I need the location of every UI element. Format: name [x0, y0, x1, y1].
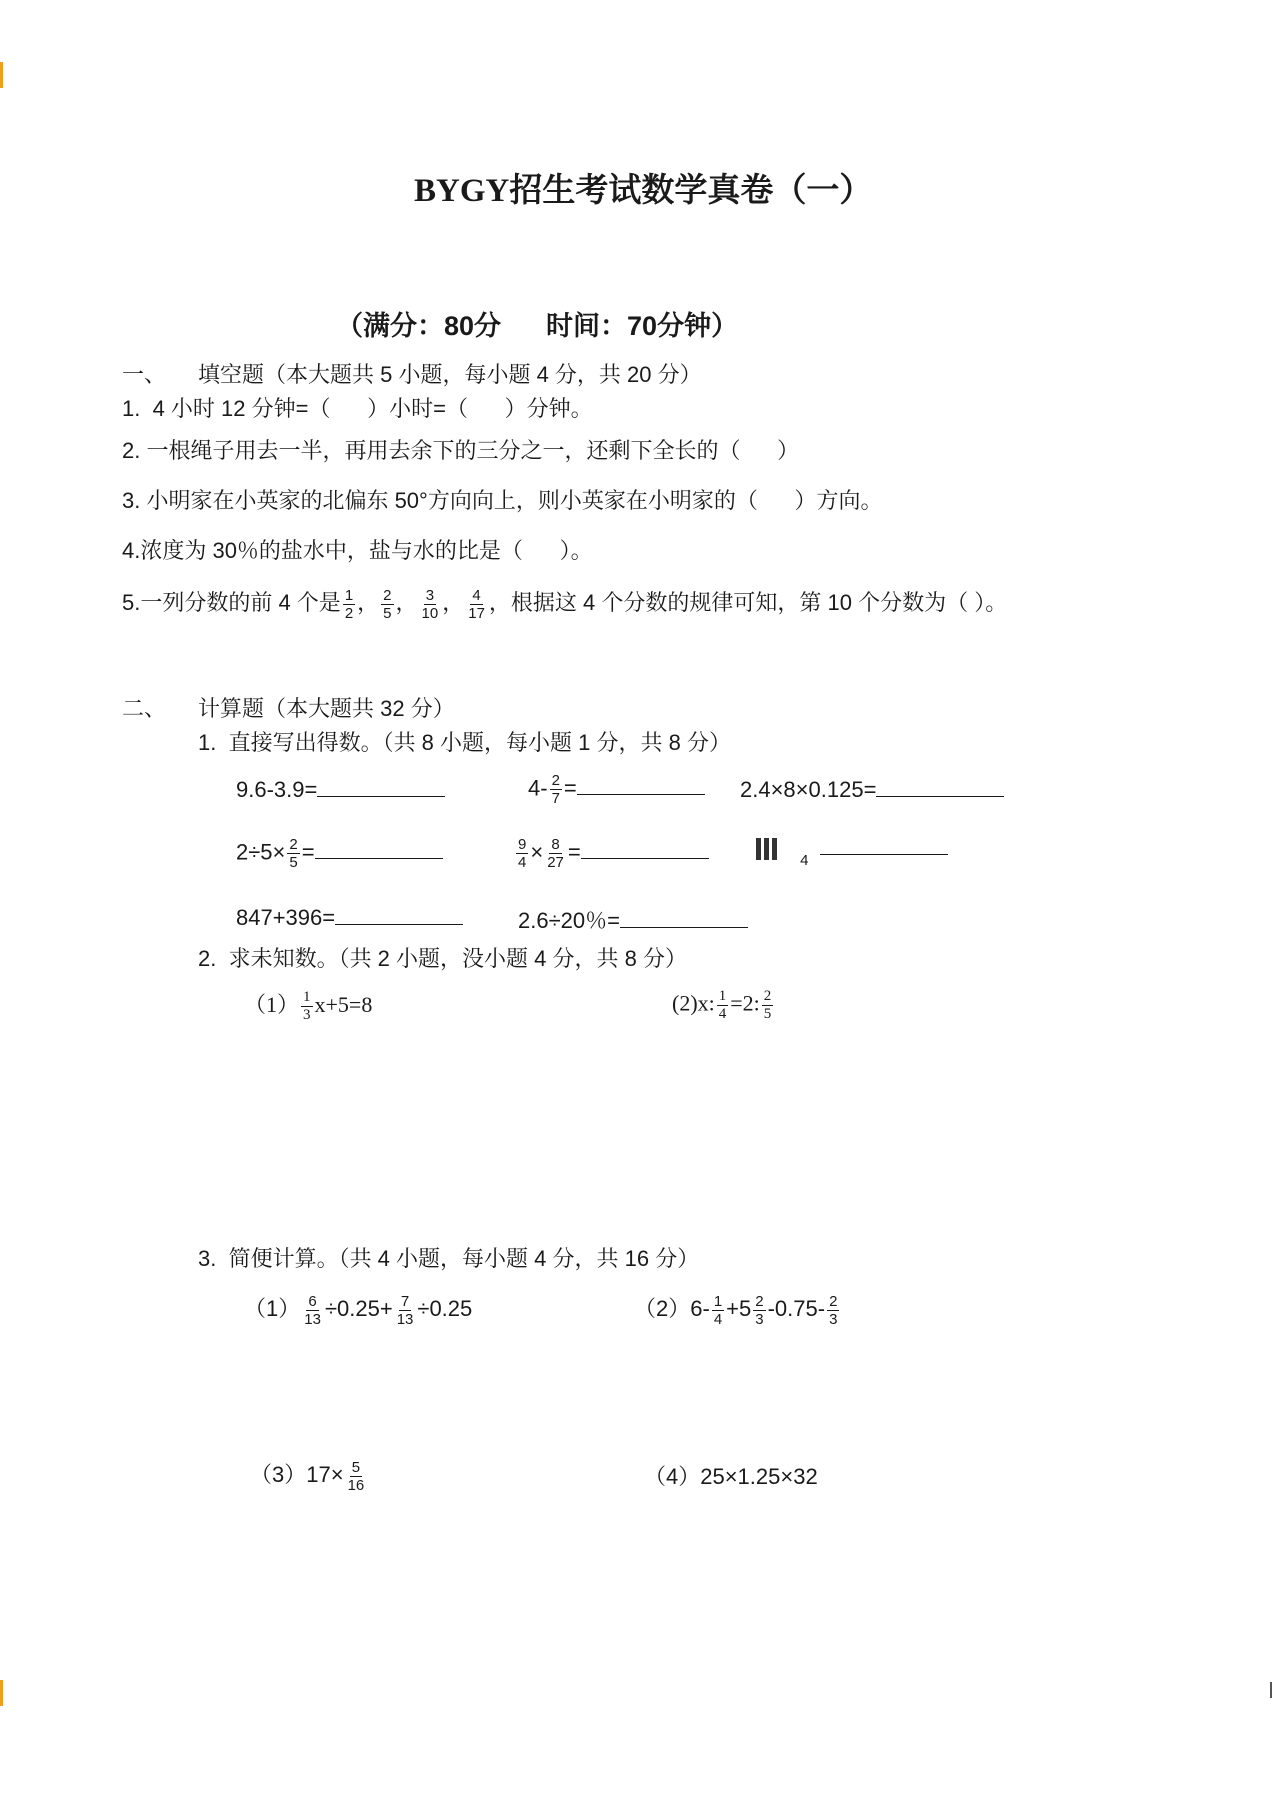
page-subtitle: （满分：80分 时间：70分钟） — [336, 311, 739, 341]
simplify-3-label: （3）17× — [250, 1462, 344, 1487]
q5-prefix: 5.一列分数的前 4 个是 — [122, 590, 341, 615]
section2-heading: 计算题（本大题共 32 分） — [198, 696, 455, 721]
calc-d-equals: = — [301, 839, 315, 865]
calc-b-fraction: $\frac{2}{7}$ — [551, 772, 560, 807]
calc-c-text: 2.4×8×0.125= — [740, 777, 877, 802]
edge-mark-top — [0, 62, 3, 88]
equation-1-label: （1） — [244, 992, 300, 1017]
calc-h — [518, 904, 748, 935]
equation-2-label: (2)x: — [672, 990, 715, 1016]
q5-suffix: ，根据这 4 个分数的规律可知，第 10 个分数为（ ）。 — [488, 590, 1008, 615]
page-title: BYGY招生考试数学真卷（一） — [414, 173, 873, 209]
calc-a — [236, 776, 445, 803]
garbled-glyph — [764, 838, 769, 860]
answer-blank — [581, 838, 709, 859]
simplify-1-fraction-2: $\frac{7}{13}$ — [396, 1292, 414, 1328]
simplify-2 — [634, 1292, 841, 1328]
answer-blank — [315, 838, 443, 859]
calc-b — [528, 772, 705, 807]
answer-blank — [820, 834, 948, 855]
calc-f-garbled — [756, 834, 948, 869]
calc-e-equals: = — [567, 839, 581, 865]
question-1-2: 2. 一根绳子用去一半，再用去余下的三分之一，还剩下全长的（ ） — [122, 438, 800, 463]
answer-blank — [620, 907, 748, 928]
edge-mark-bottom — [0, 1680, 3, 1706]
answer-blank — [577, 774, 705, 795]
simplify-1-label: （1） — [244, 1296, 301, 1321]
question-1-5: 5.一列分数的前 4 个是 $\frac{1}{2}$ ， $\frac{2}{5}$ ， $\frac{3}{10}$ ， $\frac{4}{17}$ ，根据这 4 个分数的规律可知，第 10 个分数为（ ）。 — [122, 586, 1008, 622]
simplify-3-fraction: $\frac{5}{16}$ — [347, 1458, 365, 1494]
calc-e — [514, 836, 709, 871]
equation-1-fraction: $\frac{1}{3}$ — [303, 989, 311, 1024]
calc-b-equals: = — [563, 775, 577, 801]
garbled-glyph — [772, 838, 777, 860]
q5-fraction-4: $\frac{4}{17}$ — [468, 586, 485, 622]
calc-h-text: 2.6÷20％= — [518, 908, 620, 933]
equation-1 — [244, 988, 372, 1024]
part2-heading: 2. 求未知数。（共 2 小题，没小题 4 分，共 8 分） — [198, 946, 687, 971]
simplify-1-fraction-1: $\frac{6}{13}$ — [304, 1292, 321, 1328]
simplify-2-label: （2）6- — [634, 1296, 710, 1321]
q5-fraction-2: $\frac{2}{5}$ — [383, 586, 392, 622]
q5-fraction-3: $\frac{3}{10}$ — [421, 586, 439, 622]
calc-f-subscript: 4 — [800, 852, 809, 869]
simplify-2-mid-1: +5 — [726, 1296, 752, 1321]
calc-e-fraction-1: $\frac{9}{4}$ — [518, 836, 527, 871]
calc-e-fraction-2: $\frac{8}{27}$ — [547, 836, 564, 871]
question-1-3: 3. 小明家在小英家的北偏东 50°方向向上，则小英家在小明家的（ ）方向。 — [122, 488, 883, 513]
calc-g — [236, 904, 463, 931]
simplify-3 — [250, 1458, 368, 1494]
q5-fraction-1: $\frac{1}{2}$ — [344, 586, 354, 622]
calc-d-fraction: $\frac{2}{5}$ — [289, 836, 298, 871]
question-1-1: 1. 4 小时 12 分钟=（ ）小时=（ ）分钟。 — [122, 396, 593, 421]
part3-heading: 3. 简便计算。（共 4 小题，每小题 4 分，共 16 分） — [198, 1246, 700, 1271]
equation-1-rest: x+5=8 — [314, 992, 373, 1017]
equation-2-fraction-1: $\frac{1}{4}$ — [718, 988, 727, 1022]
simplify-1-rest: ÷0.25 — [417, 1296, 473, 1321]
calc-a-text: 9.6-3.9= — [236, 777, 318, 802]
answer-blank — [317, 776, 445, 797]
garbled-glyph — [756, 838, 761, 860]
answer-blank — [876, 776, 1004, 797]
calc-e-times: × — [530, 839, 544, 865]
equation-2 — [672, 988, 775, 1023]
calc-c — [740, 776, 1004, 803]
simplify-1 — [244, 1292, 472, 1328]
simplify-2-fraction-1: $\frac{1}{4}$ — [713, 1292, 723, 1328]
equation-2-fraction-2: $\frac{2}{5}$ — [763, 988, 772, 1022]
part1-heading: 1. 直接写出得数。（共 8 小题，每小题 1 分，共 8 分） — [198, 730, 731, 755]
simplify-2-fraction-3: $\frac{2}{3}$ — [829, 1292, 838, 1328]
simplify-2-mid-2: -0.75- — [767, 1296, 826, 1321]
equation-2-mid: =2: — [730, 990, 760, 1016]
question-1-4: 4.浓度为 30％的盐水中，盐与水的比是（ ）。 — [122, 538, 593, 563]
simplify-4: （4）25×1.25×32 — [644, 1464, 818, 1489]
section1-heading: 填空题（本大题共 5 小题，每小题 4 分，共 20 分） — [198, 362, 702, 387]
simplify-1-mid: ÷0.25+ — [324, 1296, 393, 1321]
edge-mark-right — [1270, 1682, 1272, 1698]
calc-d-text: 2÷5× — [236, 839, 286, 865]
section2-number: 二、 — [122, 696, 167, 721]
calc-b-text: 4- — [528, 775, 548, 801]
simplify-2-fraction-2: $\frac{2}{3}$ — [755, 1292, 764, 1328]
calc-g-text: 847+396= — [236, 905, 336, 930]
calc-d — [236, 836, 443, 871]
answer-blank — [335, 904, 463, 925]
section1-number: 一、 — [122, 362, 167, 387]
